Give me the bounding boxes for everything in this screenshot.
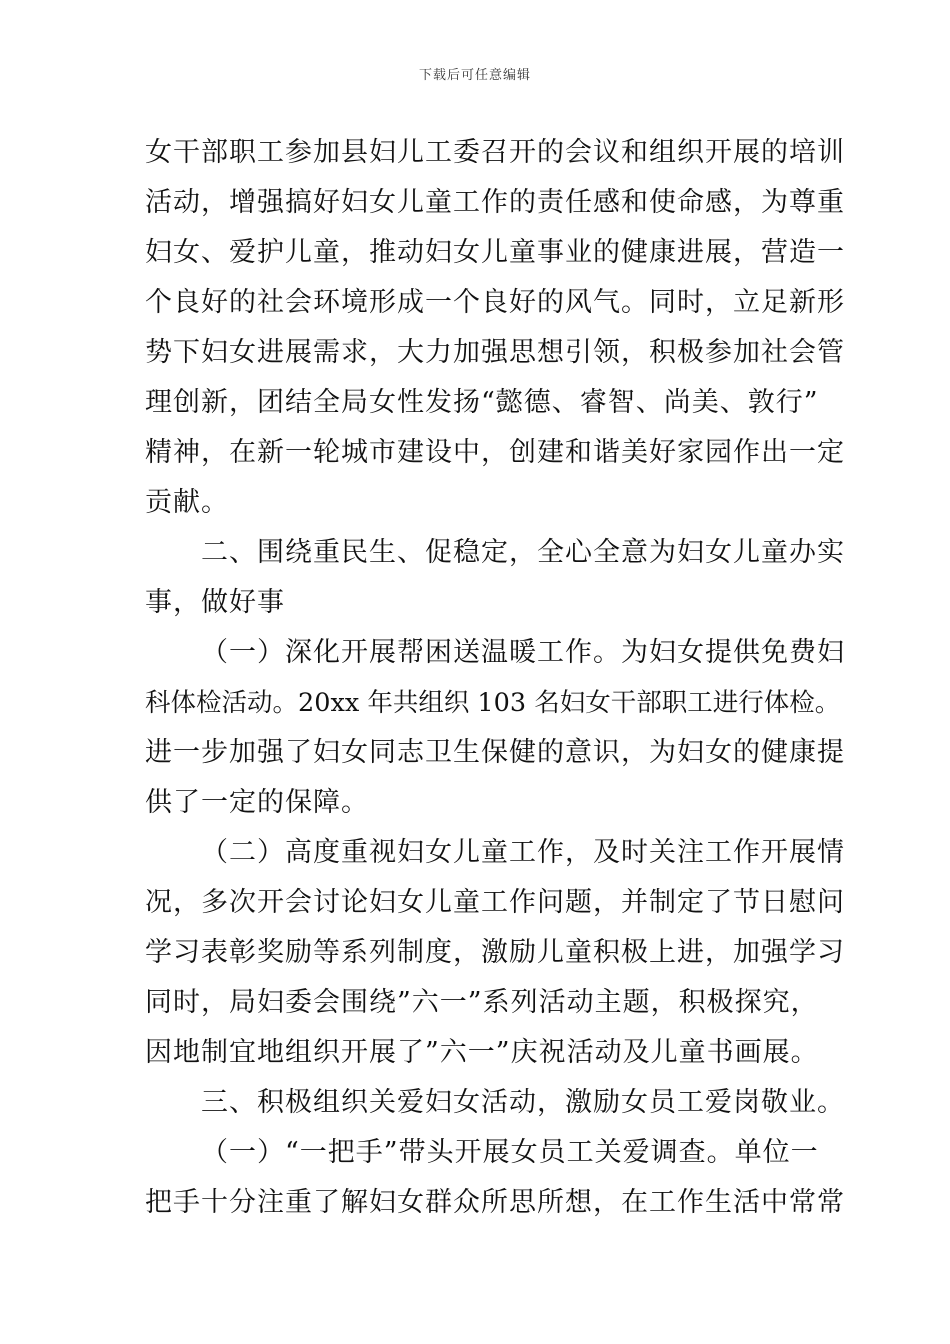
- text-line: 学习表彰奖励等系列制度，激励儿童积极上进，加强学习: [145, 937, 845, 968]
- text-line: （二）高度重视妇女儿童工作，及时关注工作开展情: [201, 837, 845, 868]
- text-line: （一）“一把手”带头开展女员工关爱调查。单位一: [201, 1137, 819, 1168]
- text-line: 同时，局妇委会围绕”六一”系列活动主题，积极探究，: [145, 987, 819, 1018]
- page-header: 下载后可任意编辑: [418, 68, 531, 83]
- text-line: 个良好的社会环境形成一个良好的风气。同时，立足新形: [145, 287, 845, 318]
- text-line: 活动，增强搞好妇女儿童工作的责任感和使命感，为尊重: [145, 187, 845, 218]
- text-line: 理创新，团结全局女性发扬“懿德、睿智、尚美、敦行”: [145, 387, 819, 418]
- document-body: [145, 128, 845, 1228]
- text-line: 况，多次开会讨论妇女儿童工作问题，并制定了节日慰问: [145, 887, 845, 918]
- text-line: 事，做好事: [145, 587, 285, 618]
- text-line: 把手十分注重了解妇女群众所思所想，在工作生活中常常: [145, 1187, 845, 1218]
- text-line: 精神，在新一轮城市建设中，创建和谐美好家园作出一定: [145, 437, 845, 468]
- text-line: （一）深化开展帮困送温暖工作。为妇女提供免费妇: [201, 637, 845, 668]
- text-line: 因地制宜地组织开展了”六一”庆祝活动及儿童书画展。: [145, 1037, 819, 1068]
- text-line: 二、围绕重民生、促稳定，全心全意为妇女儿童办实: [201, 537, 845, 568]
- text-line: 势下妇女进展需求，大力加强思想引领，积极参加社会管: [145, 337, 845, 368]
- text-line: 进一步加强了妇女同志卫生保健的意识，为妇女的健康提: [145, 737, 845, 768]
- text-line: 贡献。: [145, 487, 229, 518]
- text-line: 科体检活动。20xx 年共组织 103 名妇女干部职工进行体检。: [145, 688, 841, 718]
- text-line: 三、积极组织关爱妇女活动，激励女员工爱岗敬业。: [201, 1087, 845, 1118]
- text-line: 女干部职工参加县妇儿工委召开的会议和组织开展的培训: [145, 137, 845, 168]
- text-line: 供了一定的保障。: [145, 787, 369, 818]
- text-line: 妇女、爱护儿童，推动妇女儿童事业的健康进展，营造一: [145, 237, 845, 268]
